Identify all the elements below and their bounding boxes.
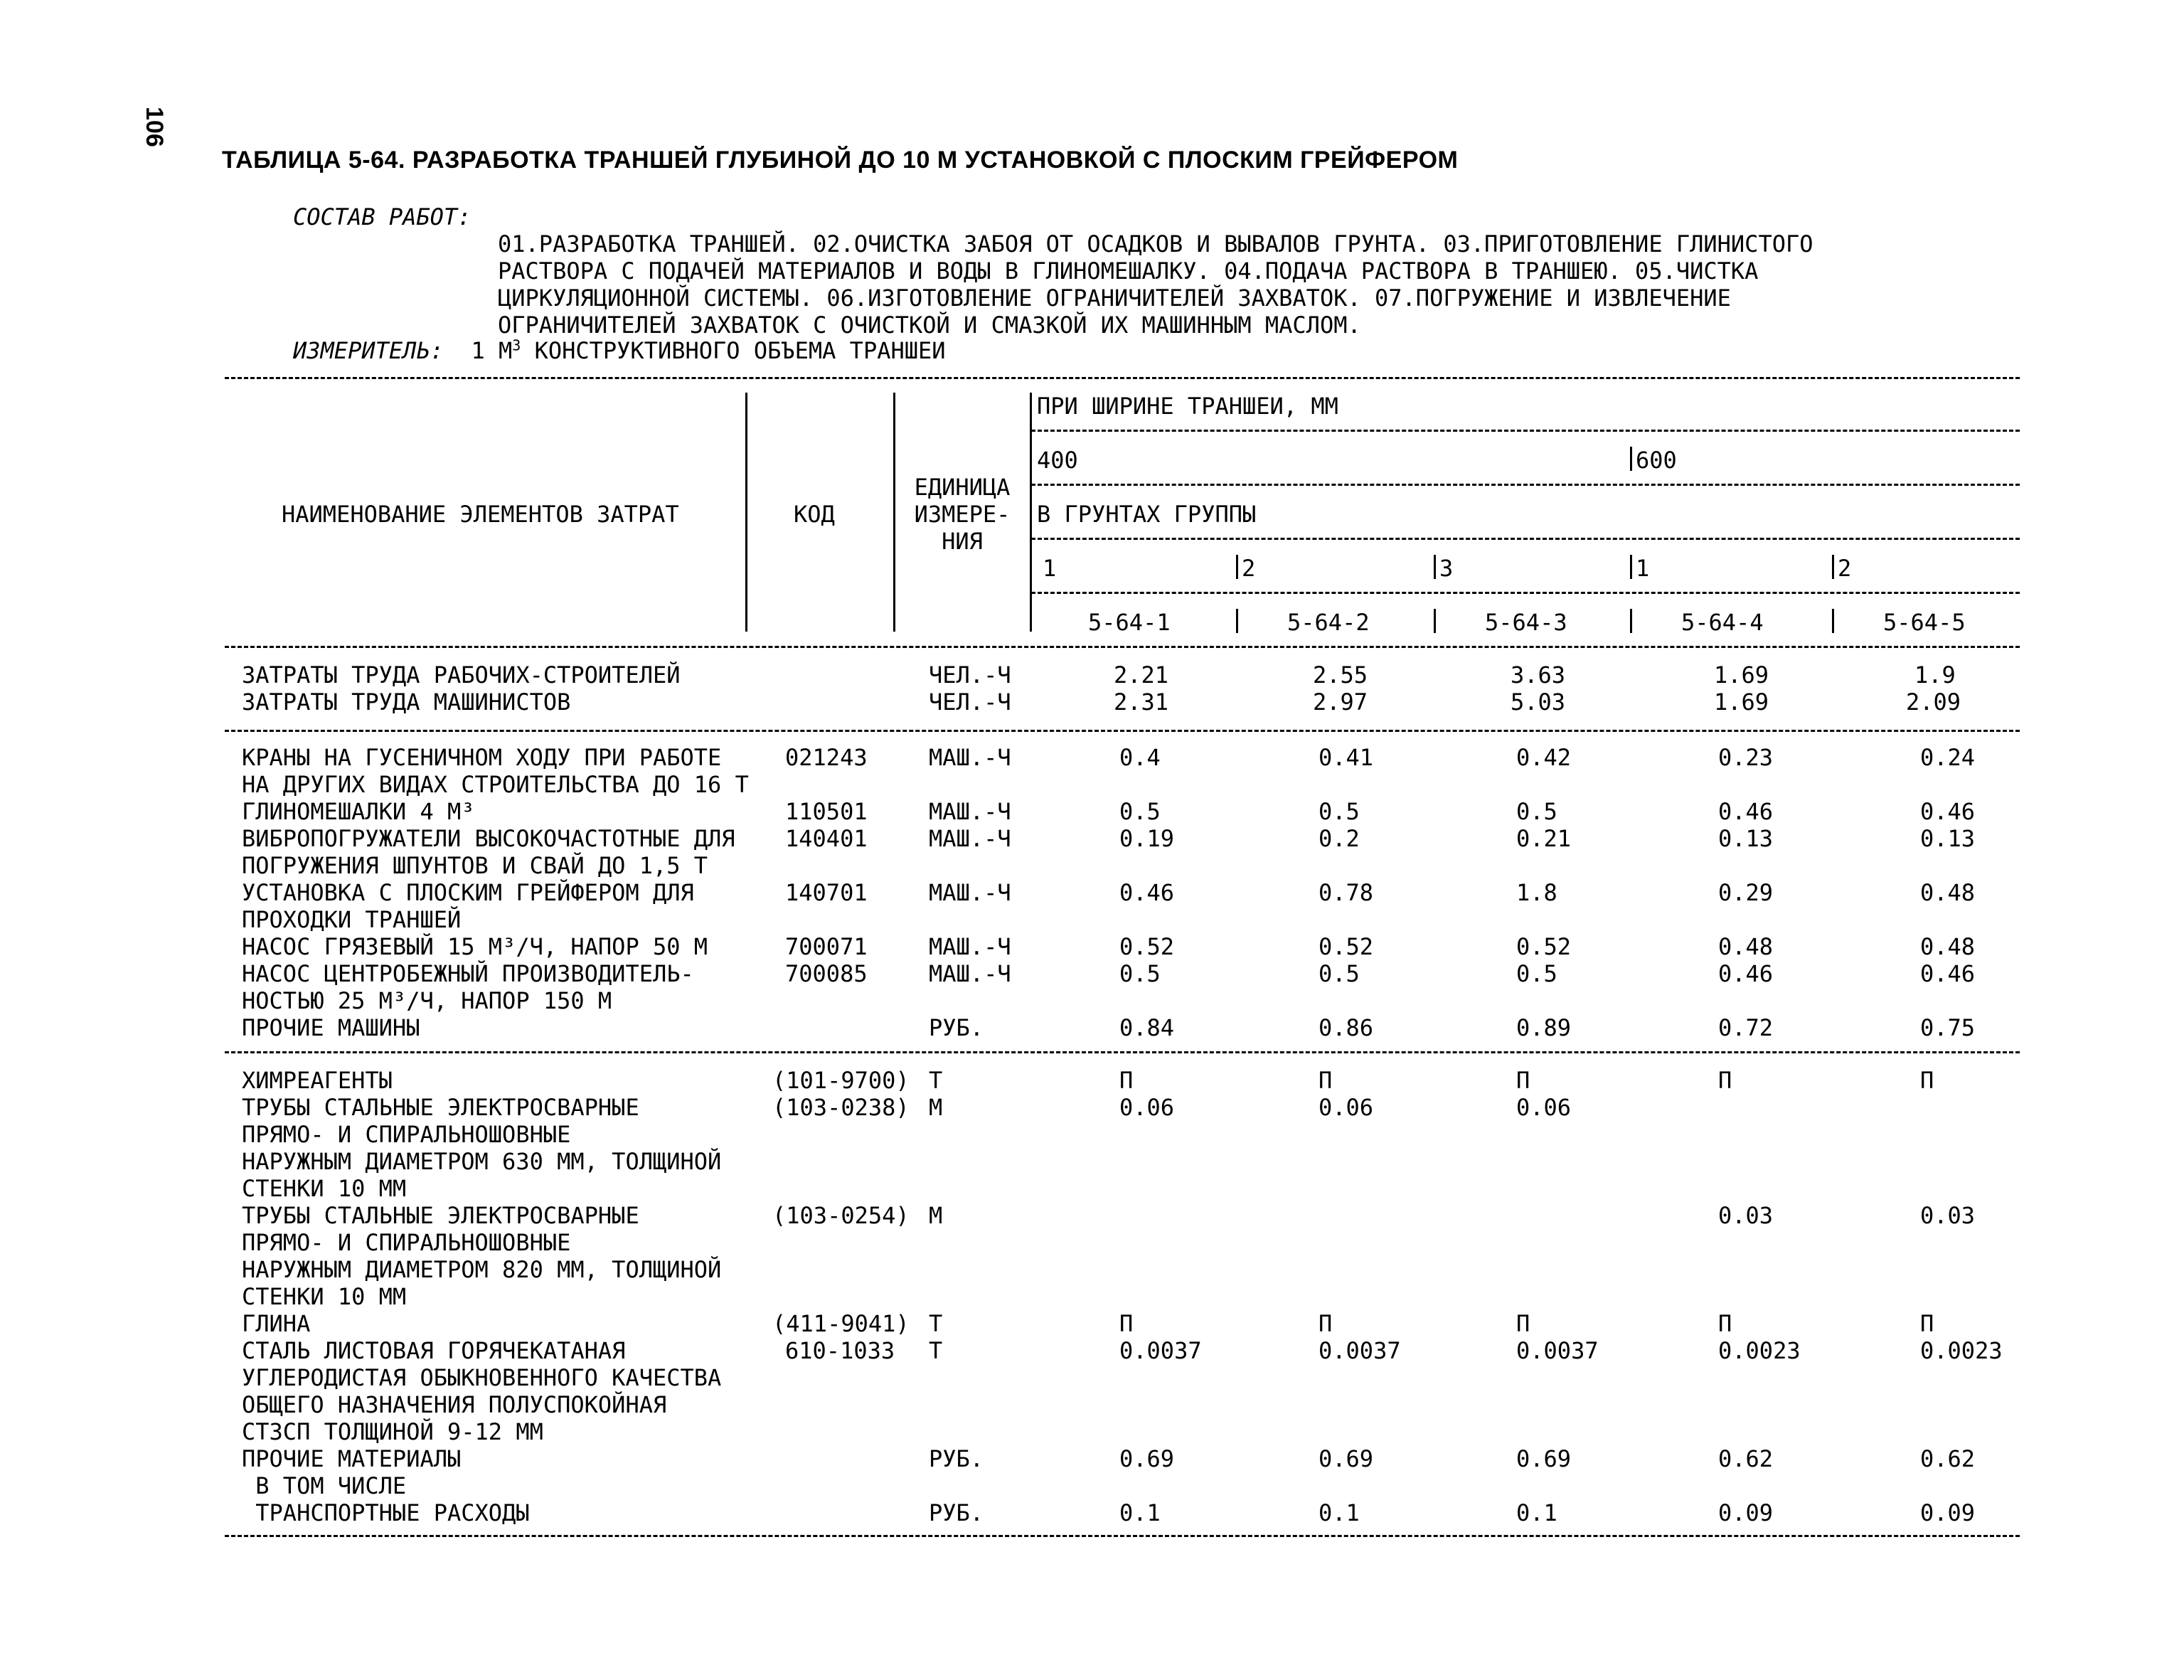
machine-unit: МАШ.-Ч bbox=[929, 960, 1011, 987]
machine-value: 0.52 bbox=[1319, 933, 1374, 960]
machine-value: 0.84 bbox=[1119, 1014, 1175, 1041]
labor-row-value: 2.21 bbox=[1114, 661, 1169, 689]
machine-name-line: КРАНЫ НА ГУСЕНИЧНОМ ХОДУ ПРИ РАБОТЕ bbox=[242, 744, 722, 771]
labor-row-unit: ЧЕЛ.-Ч bbox=[929, 689, 1011, 716]
labor-row-value: 2.09 bbox=[1906, 689, 1961, 716]
material-value: 0.1 bbox=[1119, 1499, 1161, 1526]
machine-value: 0.46 bbox=[1920, 960, 1976, 987]
machine-value: 0.78 bbox=[1319, 879, 1374, 906]
header-rule-4 bbox=[1031, 592, 2020, 594]
measure-sup: 3 bbox=[512, 336, 521, 354]
header-unit-line: НИЯ bbox=[942, 528, 983, 555]
material-unit: Т bbox=[929, 1310, 943, 1337]
header-rule-2 bbox=[1031, 484, 2020, 486]
header-code-3: 5-64-3 bbox=[1485, 609, 1567, 636]
machine-name bbox=[242, 744, 749, 798]
composition-label: СОСТАВ РАБОТ: bbox=[293, 203, 472, 230]
machine-value: 0.46 bbox=[1920, 798, 1976, 825]
header-rule-1 bbox=[1031, 430, 2020, 432]
header-group-5: 2 bbox=[1838, 555, 1852, 582]
machine-value: 0.52 bbox=[1119, 933, 1175, 960]
header-rule-3 bbox=[1031, 538, 2020, 540]
machine-value: 0.72 bbox=[1718, 1014, 1774, 1041]
material-name-line: ПРЯМО- И СПИРАЛЬНОШОВНЫЕ bbox=[242, 1121, 571, 1148]
table-top-rule bbox=[225, 377, 2020, 379]
header-unit-line: ИЗМЕРЕ- bbox=[914, 501, 1011, 528]
material-name-line: ПРОЧИЕ МАТЕРИАЛЫ bbox=[242, 1445, 462, 1472]
material-name-line: СТ3СП ТОЛЩИНОЙ 9-12 ММ bbox=[242, 1418, 543, 1445]
machine-value: 0.52 bbox=[1516, 933, 1572, 960]
header-unit-col bbox=[903, 474, 1021, 555]
machine-code: 110501 bbox=[785, 798, 868, 825]
header-group-sep bbox=[1832, 555, 1834, 579]
machines-bottom-rule bbox=[225, 1051, 2020, 1053]
machine-unit: МАШ.-Ч bbox=[929, 825, 1011, 852]
labor-row-value: 3.63 bbox=[1511, 661, 1566, 689]
material-code: (101-9700) bbox=[772, 1067, 910, 1094]
material-name-line: СТЕНКИ 10 ММ bbox=[242, 1283, 407, 1310]
header-vline-1 bbox=[745, 393, 747, 632]
material-name-line: УГЛЕРОДИСТАЯ ОБЫКНОВЕННОГО КАЧЕСТВА bbox=[242, 1364, 722, 1391]
machine-code: 140701 bbox=[785, 879, 868, 906]
material-value: П bbox=[1718, 1067, 1732, 1094]
labor-bottom-rule bbox=[225, 730, 2020, 732]
material-value: П bbox=[1516, 1067, 1530, 1094]
machine-value: 0.41 bbox=[1319, 744, 1374, 771]
machine-value: 0.19 bbox=[1119, 825, 1175, 852]
material-unit: РУБ. bbox=[929, 1445, 984, 1472]
machine-unit: МАШ.-Ч bbox=[929, 798, 1011, 825]
material-name-line: СТАЛЬ ЛИСТОВАЯ ГОРЯЧЕКАТАНАЯ bbox=[242, 1337, 626, 1364]
material-value: 0.09 bbox=[1920, 1499, 1976, 1526]
material-value: 0.0023 bbox=[1718, 1337, 1801, 1364]
machine-value: 1.8 bbox=[1516, 879, 1557, 906]
material-code: (103-0254) bbox=[772, 1202, 910, 1229]
machine-code: 021243 bbox=[785, 744, 868, 771]
labor-row-value: 5.03 bbox=[1511, 689, 1566, 716]
header-code-sep bbox=[1630, 609, 1632, 633]
header-code-sep bbox=[1434, 609, 1436, 633]
machine-name: НАСОС ГРЯЗЕВЫЙ 15 М³/Ч, НАПОР 50 М bbox=[242, 933, 708, 960]
material-value: 0.06 bbox=[1119, 1094, 1175, 1121]
header-code-4: 5-64-4 bbox=[1681, 609, 1764, 636]
machine-code: 700085 bbox=[785, 960, 868, 987]
material-value: 0.1 bbox=[1516, 1499, 1557, 1526]
machine-value: 0.5 bbox=[1516, 798, 1557, 825]
material-name bbox=[242, 1202, 721, 1310]
material-name-line: В ТОМ ЧИСЛЕ bbox=[242, 1472, 407, 1499]
machine-value: 0.46 bbox=[1718, 960, 1774, 987]
header-vline-600 bbox=[1630, 447, 1632, 471]
labor-row-value: 1.9 bbox=[1914, 661, 1956, 689]
material-value: П bbox=[1119, 1310, 1134, 1337]
material-name-line: ТРУБЫ СТАЛЬНЫЕ ЭЛЕКТРОСВАРНЫЕ bbox=[242, 1094, 639, 1121]
machine-value: 0.21 bbox=[1516, 825, 1572, 852]
material-code: 610-1033 bbox=[785, 1337, 895, 1364]
material-value: 0.06 bbox=[1319, 1094, 1374, 1121]
header-name-col: НАИМЕНОВАНИЕ ЭЛЕМЕНТОВ ЗАТРАТ bbox=[282, 501, 679, 528]
machine-name bbox=[242, 825, 735, 879]
material-name-line: ТРУБЫ СТАЛЬНЫЕ ЭЛЕКТРОСВАРНЫЕ bbox=[242, 1202, 639, 1229]
machine-value: 0.48 bbox=[1718, 933, 1774, 960]
machine-value: 0.48 bbox=[1920, 879, 1976, 906]
machine-name-line: УСТАНОВКА С ПЛОСКИМ ГРЕЙФЕРОМ ДЛЯ bbox=[242, 879, 694, 906]
header-vline-3 bbox=[1030, 393, 1032, 632]
table-title: ТАБЛИЦА 5-64. РАЗРАБОТКА ТРАНШЕЙ ГЛУБИНОЙ ДО 10 М УСТАНОВКОЙ С ПЛОСКИМ ГРЕЙФЕРОМ bbox=[222, 147, 1459, 174]
material-name-line: НАРУЖНЫМ ДИАМЕТРОМ 630 ММ, ТОЛЩИНОЙ bbox=[242, 1148, 722, 1175]
machine-name-line: ВИБРОПОГРУЖАТЕЛИ ВЫСОКОЧАСТОТНЫЕ ДЛЯ bbox=[242, 825, 735, 852]
machine-name-line: НОСТЬЮ 25 М³/Ч, НАПОР 150 М bbox=[242, 987, 612, 1014]
machine-value: 0.29 bbox=[1718, 879, 1774, 906]
material-unit: М bbox=[929, 1094, 943, 1121]
material-value: П bbox=[1516, 1310, 1530, 1337]
labor-row-value: 1.69 bbox=[1714, 661, 1769, 689]
material-value: 0.1 bbox=[1319, 1499, 1360, 1526]
labor-row-unit: ЧЕЛ.-Ч bbox=[929, 661, 1011, 689]
labor-row-value: 2.97 bbox=[1313, 689, 1368, 716]
material-unit: М bbox=[929, 1202, 943, 1229]
machine-value: 0.89 bbox=[1516, 1014, 1572, 1041]
machine-value: 0.48 bbox=[1920, 933, 1976, 960]
header-code-2: 5-64-2 bbox=[1287, 609, 1370, 636]
material-value: 0.03 bbox=[1718, 1202, 1774, 1229]
machine-value: 0.5 bbox=[1119, 798, 1161, 825]
machine-value: 0.5 bbox=[1319, 960, 1360, 987]
machine-value: 0.24 bbox=[1920, 744, 1976, 771]
machine-value: 0.86 bbox=[1319, 1014, 1374, 1041]
material-code: (103-0238) bbox=[772, 1094, 910, 1121]
header-soil-groups: В ГРУНТАХ ГРУППЫ bbox=[1037, 501, 1257, 528]
material-name: ХИМРЕАГЕНТЫ bbox=[242, 1067, 393, 1094]
material-value: 0.03 bbox=[1920, 1202, 1976, 1229]
material-value: П bbox=[1920, 1310, 1934, 1337]
table-bottom-rule bbox=[225, 1535, 2020, 1537]
machine-value: 0.13 bbox=[1920, 825, 1976, 852]
header-width-title: ПРИ ШИРИНЕ ТРАНШЕИ, ММ bbox=[1037, 393, 1338, 420]
labor-row-name: ЗАТРАТЫ ТРУДА МАШИНИСТОВ bbox=[242, 689, 571, 716]
measure-line bbox=[293, 337, 946, 364]
machine-value: 0.5 bbox=[1516, 960, 1557, 987]
header-bottom-rule bbox=[225, 646, 2020, 648]
measure-label: ИЗМЕРИТЕЛЬ: bbox=[293, 337, 444, 364]
header-unit-line: ЕДИНИЦА bbox=[914, 474, 1011, 501]
machine-value: 0.46 bbox=[1718, 798, 1774, 825]
material-name bbox=[242, 1337, 721, 1445]
material-value: 0.0037 bbox=[1119, 1337, 1202, 1364]
labor-row-value: 1.69 bbox=[1714, 689, 1769, 716]
header-group-2: 2 bbox=[1242, 555, 1256, 582]
material-name-line: ПРЯМО- И СПИРАЛЬНОШОВНЫЕ bbox=[242, 1229, 571, 1256]
machine-value: 0.46 bbox=[1119, 879, 1175, 906]
machine-name: ПРОЧИЕ МАШИНЫ bbox=[242, 1014, 420, 1041]
header-vline-2 bbox=[893, 393, 895, 632]
machine-name-line: НА ДРУГИХ ВИДАХ СТРОИТЕЛЬСТВА ДО 16 Т bbox=[242, 771, 749, 798]
header-group-sep bbox=[1434, 555, 1436, 579]
machine-value: 0.2 bbox=[1319, 825, 1360, 852]
machine-value: 0.75 bbox=[1920, 1014, 1976, 1041]
material-value: 0.69 bbox=[1516, 1445, 1572, 1472]
material-name bbox=[242, 1094, 721, 1202]
material-value: 0.0023 bbox=[1920, 1337, 2003, 1364]
machine-value: 0.4 bbox=[1119, 744, 1161, 771]
labor-row-name: ЗАТРАТЫ ТРУДА РАБОЧИХ-СТРОИТЕЛЕЙ bbox=[242, 661, 681, 689]
material-value: П bbox=[1119, 1067, 1134, 1094]
material-value: 0.62 bbox=[1920, 1445, 1976, 1472]
machine-name bbox=[242, 960, 694, 1014]
header-group-1: 1 bbox=[1043, 555, 1057, 582]
material-value: П bbox=[1920, 1067, 1934, 1094]
material-unit: Т bbox=[929, 1067, 943, 1094]
header-group-sep bbox=[1630, 555, 1632, 579]
page-number: 106 bbox=[141, 107, 168, 147]
machine-value: 0.5 bbox=[1319, 798, 1360, 825]
material-name-line: СТЕНКИ 10 ММ bbox=[242, 1175, 407, 1202]
machine-name-line: ПРОХОДКИ ТРАНШЕЙ bbox=[242, 906, 462, 933]
machine-value: 0.42 bbox=[1516, 744, 1572, 771]
composition-line: 01.РАЗРАБОТКА ТРАНШЕЙ. 02.ОЧИСТКА ЗАБОЯ ОТ ОСАДКОВ И ВЫВАЛОВ ГРУНТА. 03.ПРИГОТОВЛЕНИЕ ГЛИНИСТОГО bbox=[498, 230, 1813, 257]
material-value: 0.62 bbox=[1718, 1445, 1774, 1472]
material-value: 0.0037 bbox=[1516, 1337, 1599, 1364]
machine-unit: МАШ.-Ч bbox=[929, 744, 1011, 771]
composition-line: ЦИРКУЛЯЦИОННОЙ СИСТЕМЫ. 06.ИЗГОТОВЛЕНИЕ ОГРАНИЧИТЕЛЕЙ ЗАХВАТОК. 07.ПОГРУЖЕНИЕ И ИЗВЛЕЧЕНИЕ bbox=[498, 285, 1731, 312]
composition-line: ОГРАНИЧИТЕЛЕЙ ЗАХВАТОК С ОЧИСТКОЙ И СМАЗКОЙ ИХ МАШИННЫМ МАСЛОМ. bbox=[498, 312, 1361, 339]
material-value: П bbox=[1319, 1067, 1333, 1094]
header-group-sep bbox=[1236, 555, 1238, 579]
header-group-4: 1 bbox=[1636, 555, 1650, 582]
material-unit: Т bbox=[929, 1337, 943, 1364]
machine-value: 0.5 bbox=[1119, 960, 1161, 987]
header-code-5: 5-64-5 bbox=[1883, 609, 1966, 636]
machine-code: 700071 bbox=[785, 933, 868, 960]
material-name: ТРАНСПОРТНЫЕ РАСХОДЫ bbox=[242, 1499, 530, 1526]
material-name: ГЛИНА bbox=[242, 1310, 311, 1337]
labor-row-value: 2.55 bbox=[1313, 661, 1368, 689]
header-code-1: 5-64-1 bbox=[1088, 609, 1171, 636]
material-value: 0.06 bbox=[1516, 1094, 1572, 1121]
material-code: (411-9041) bbox=[772, 1310, 910, 1337]
machine-value: 0.23 bbox=[1718, 744, 1774, 771]
machine-unit: РУБ. bbox=[929, 1014, 984, 1041]
machine-name: ГЛИНОМЕШАЛКИ 4 М³ bbox=[242, 798, 475, 825]
machine-unit: МАШ.-Ч bbox=[929, 879, 1011, 906]
material-value: 0.0037 bbox=[1319, 1337, 1401, 1364]
material-value: 0.69 bbox=[1119, 1445, 1175, 1472]
material-value: П bbox=[1319, 1310, 1333, 1337]
header-group-3: 3 bbox=[1439, 555, 1454, 582]
labor-row-value: 2.31 bbox=[1114, 689, 1169, 716]
material-value: 0.69 bbox=[1319, 1445, 1374, 1472]
material-name-line: ОБЩЕГО НАЗНАЧЕНИЯ ПОЛУСПОКОЙНАЯ bbox=[242, 1391, 667, 1418]
measure-prefix: 1 М bbox=[471, 337, 513, 364]
header-code-sep bbox=[1236, 609, 1238, 633]
header-width-600: 600 bbox=[1636, 447, 1677, 474]
measure-suffix: КОНСТРУКТИВНОГО ОБЪЕМА ТРАНШЕИ bbox=[521, 337, 946, 364]
header-code-sep bbox=[1832, 609, 1834, 633]
composition-line: РАСТВОРА С ПОДАЧЕЙ МАТЕРИАЛОВ И ВОДЫ В ГЛИНОМЕШАЛКУ. 04.ПОДАЧА РАСТВОРА В ТРАНШЕЮ. 05.ЧИСТКА bbox=[498, 257, 1759, 285]
material-name bbox=[242, 1445, 461, 1499]
machine-name-line: ПОГРУЖЕНИЯ ШПУНТОВ И СВАЙ ДО 1,5 Т bbox=[242, 852, 708, 879]
material-unit: РУБ. bbox=[929, 1499, 984, 1526]
machine-code: 140401 bbox=[785, 825, 868, 852]
header-code-col: КОД bbox=[794, 501, 835, 528]
material-value: П bbox=[1718, 1310, 1732, 1337]
machine-value: 0.13 bbox=[1718, 825, 1774, 852]
material-name-line: НАРУЖНЫМ ДИАМЕТРОМ 820 ММ, ТОЛЩИНОЙ bbox=[242, 1256, 722, 1283]
machine-name bbox=[242, 879, 694, 933]
machine-name-line: НАСОС ЦЕНТРОБЕЖНЫЙ ПРОИЗВОДИТЕЛЬ- bbox=[242, 960, 694, 987]
header-width-400: 400 bbox=[1037, 447, 1078, 474]
machine-unit: МАШ.-Ч bbox=[929, 933, 1011, 960]
material-value: 0.09 bbox=[1718, 1499, 1774, 1526]
